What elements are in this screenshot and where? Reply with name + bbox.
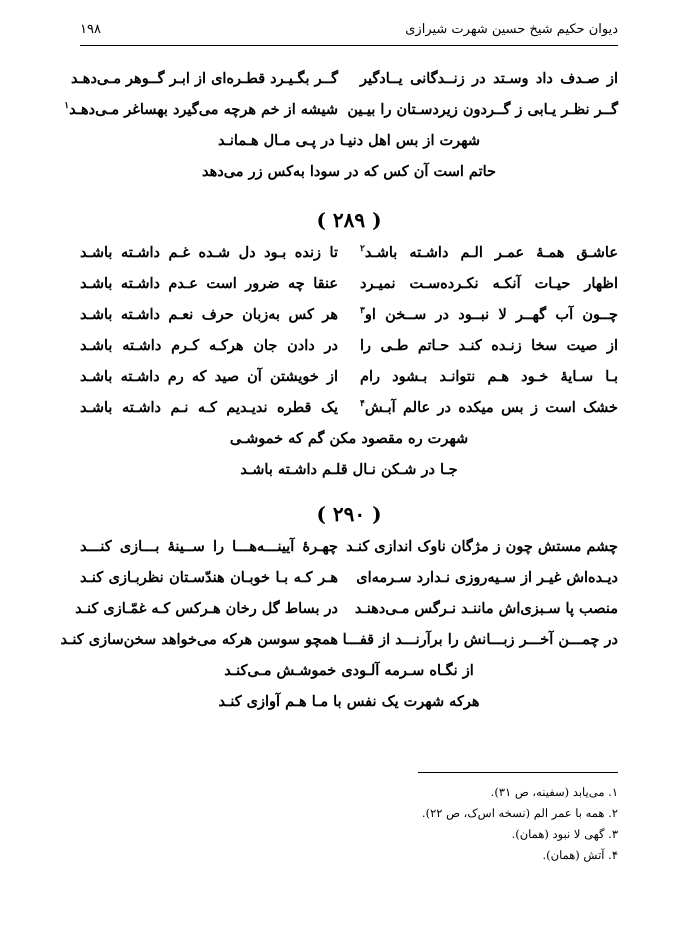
header-rule (80, 45, 618, 46)
hemistich-text: خشک است ز بس میکده در عالم آبـش (364, 399, 618, 416)
hemistich-first (360, 244, 618, 261)
hemistich-second: تا زنده بـود دل شـده غـم داشـته باشـد (80, 244, 338, 261)
hemistich-second: گــر بگـیـرد قطـره‌ای از ابـر گــوهر مـی‌دهـد (70, 70, 338, 87)
hemistich-first: منصب پا سـبزی‌اش ماننـد نـرگس مـی‌دهنـد (354, 600, 618, 617)
footnote: ۲. همه با عمر الم (نسخه اس‌ک، ص ۲۲). (421, 806, 618, 820)
couplet (80, 306, 618, 330)
couplet (80, 538, 618, 562)
hemistich-second: در دادن جان هرکـه کـرم داشـته باشـد (80, 337, 338, 354)
poem-number: ( ۲۹۰ ) (316, 502, 382, 526)
footnote: ۱. می‌یابد (سفینه، ص ۳۱). (490, 785, 618, 799)
maqta-line: شهرت ره مقصود مکن گم که خموشـی (229, 430, 469, 447)
hemistich-second: همچو سوسن هرکه می‌خواهد سخن‌سازی کنـد (60, 631, 338, 648)
hemistich-text: عاشـق همـهٔ عمـر الـم داشـته باشـد (364, 244, 618, 261)
hemistich-second: هر کس به‌زبان حرف نعـم داشـته باشـد (80, 306, 338, 323)
hemistich-first (360, 306, 618, 323)
hemistich-first: بـا سـایهٔ خـود هـم نتوانـد بـشود رام (360, 368, 618, 385)
couplet (80, 368, 618, 392)
couplet (80, 399, 618, 423)
poem-number: ( ۲۸۹ ) (316, 208, 382, 232)
footnote: ۳. گهی لا نبود (همان). (511, 827, 618, 841)
hemistich-text: چــون آب گهــر لا نبــود در ســخن او (364, 306, 618, 323)
hemistich-second: عنقا چه ضرور است عـدم داشـته باشـد (80, 275, 338, 292)
couplet (64, 101, 618, 125)
hemistich-second: یک قطره ندیـدیم کـه نـم داشـته باشـد (80, 399, 338, 416)
couplet (80, 337, 618, 361)
hemistich-first (360, 399, 618, 416)
footnote-mark: ۲ (360, 244, 365, 255)
maqta-line: حاتم است آن کس که در سودا به‌کس زر می‌دهد (201, 163, 496, 180)
hemistich-first: دیـده‌اش غیـر از سـیه‌روزی نـدارد سـرمه‌ای (356, 569, 618, 586)
book-title: دیوان حکیم شیخ حسین شهرت شیرازی (405, 22, 618, 37)
hemistich-text: شیشه از خم هرچه می‌گیرد بهساغر مـی‌دهـد (69, 101, 338, 118)
couplet (80, 275, 618, 299)
couplet (75, 600, 618, 624)
maqta-line: جـا در شـکن نـال قلـم داشـته باشـد (240, 461, 458, 478)
hemistich-second (64, 101, 338, 118)
couplet (80, 569, 618, 593)
footnote-mark: ۳ (360, 306, 365, 317)
running-header (80, 22, 618, 44)
couplet (80, 244, 618, 268)
couplet (60, 631, 618, 655)
footnote-rule (418, 772, 618, 773)
couplet (70, 70, 618, 94)
footnote: ۴. آتش (همان). (542, 848, 618, 862)
footnote-mark: ۱ (64, 101, 70, 112)
footnote-mark: ۴ (360, 399, 365, 410)
maqta-line: هرکه شهرت یک نفس با مـا هـم آوازی کنـد (218, 693, 480, 710)
hemistich-second: از خویشتن آن صید که رم داشـته باشـد (80, 368, 338, 385)
hemistich-first: اظهار حیـات آنکـه نکـرده‌سـت نمیـرد (360, 275, 618, 292)
hemistich-first: چشم مستش چون ز مژگان ناوک اندازی کنـد (346, 538, 618, 555)
hemistich-first: از صـدف داد وسـتد در زنــدگانی یــادگیر (360, 70, 618, 87)
hemistich-second: چهـرهٔ آیینـــه‌هـــا را ســینهٔ بـــازی کنـــد (80, 538, 338, 555)
page-number: ۱۹۸ (80, 22, 101, 37)
hemistich-first: از صیت سخا زنـده کنـد حـاتم طـی را (360, 337, 618, 354)
maqta-line: شهرت از بس اهل دنیـا در پـی مـال هـمانـد (218, 132, 480, 149)
hemistich-first: در چمـــن آخـــر زبـــانش را برآرنـــد از قفـــا (342, 631, 618, 648)
hemistich-first: گــر نظـر یـابی ز گــردون زیردسـتان را بیـین (347, 101, 618, 118)
hemistich-second: در بساط گل رخان هـرکس کـه غمّـازی کنـد (75, 600, 338, 617)
hemistich-second: هـر کـه بـا خوبـان هندّسـتان نظربـازی کنـد (80, 569, 338, 586)
maqta-line: از نگـاه سـرمه آلـودی خموشـش مـی‌کنـد (224, 662, 474, 679)
